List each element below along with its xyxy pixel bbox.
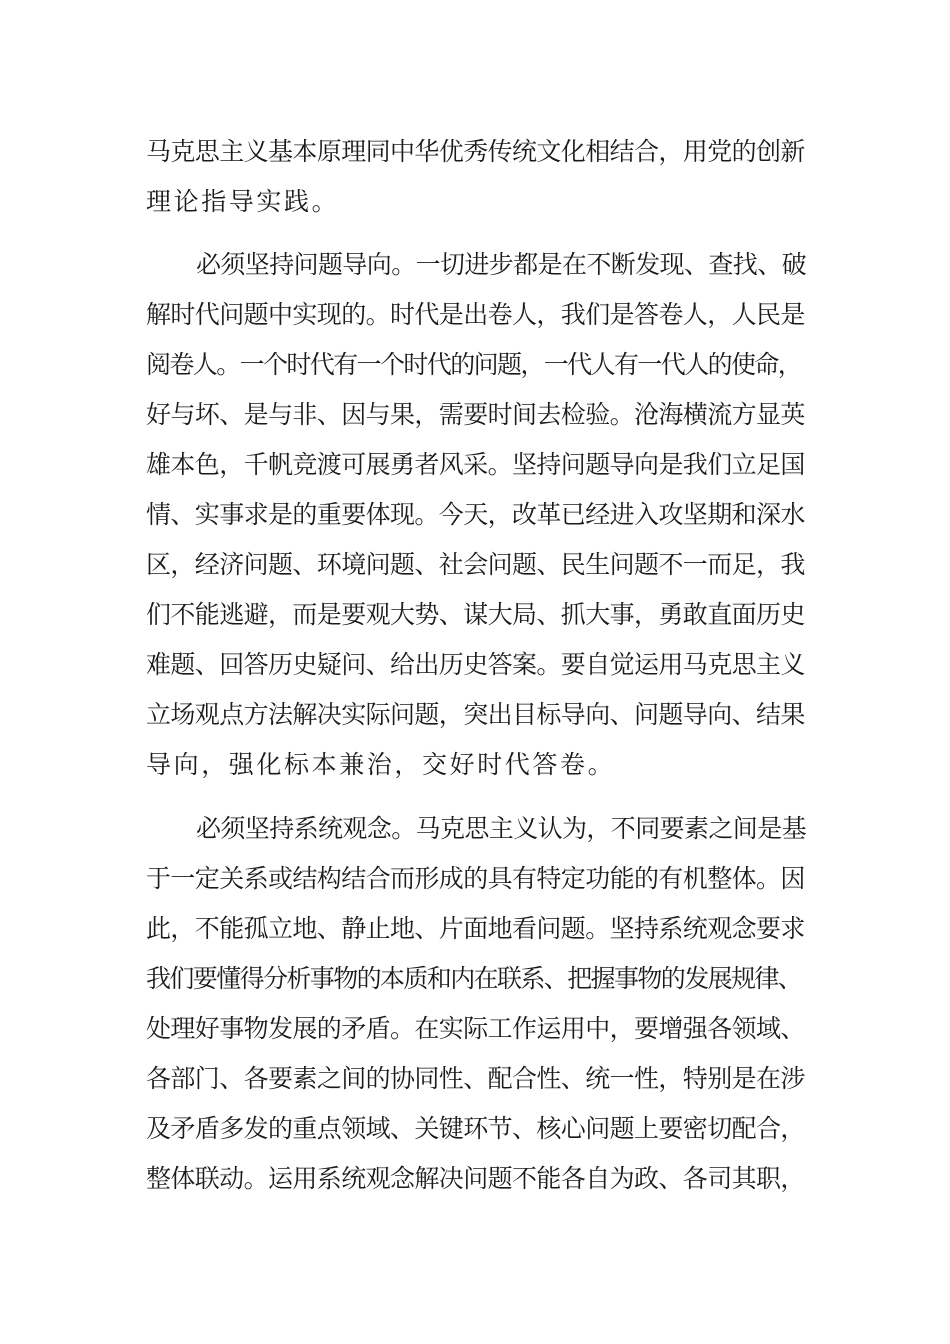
paragraph-2-line-9: 难题、回答历史疑问、给出历史答案。要自觉运用马克思主义 bbox=[146, 650, 805, 679]
paragraph-2-line-8: 们不能逃避，而是要观大势、谋大局、抓大事，勇敢直面历史 bbox=[146, 600, 805, 629]
paragraph-2-line-3: 阅卷人。一个时代有一个时代的问题，一代人有一代人的使命， bbox=[146, 350, 802, 379]
paragraph-1-line-2: 理论指导实践。 bbox=[146, 187, 340, 216]
paragraph-2-line-2: 解时代问题中实现的。时代是出卷人，我们是答卷人，人民是 bbox=[146, 300, 805, 329]
paragraph-3-line-3: 此，不能孤立地、静止地、片面地看问题。坚持系统观念要求 bbox=[146, 914, 805, 943]
paragraph-3-line-7: 及矛盾多发的重点领域、关键环节、核心问题上要密切配合， bbox=[146, 1114, 805, 1143]
paragraph-1-line-1: 马克思主义基本原理同中华优秀传统文化相结合，用党的创新 bbox=[146, 137, 805, 166]
paragraph-3-line-1: 必须坚持系统观念。马克思主义认为，不同要素之间是基 bbox=[196, 814, 807, 843]
paragraph-2-line-10: 立场观点方法解决实际问题，突出目标导向、问题导向、结果 bbox=[146, 700, 805, 729]
paragraph-2-line-1: 必须坚持问题导向。一切进步都是在不断发现、查找、破 bbox=[196, 250, 807, 279]
paragraph-3-line-4: 我们要懂得分析事物的本质和内在联系、把握事物的发展规律、 bbox=[146, 964, 802, 993]
paragraph-2-line-11: 导向，强化标本兼治，交好时代答卷。 bbox=[146, 750, 616, 779]
paragraph-3-line-8: 整体联动。运用系统观念解决问题不能各自为政、各司其职， bbox=[146, 1164, 805, 1193]
paragraph-3-line-5: 处理好事物发展的矛盾。在实际工作运用中，要增强各领域、 bbox=[146, 1014, 805, 1043]
paragraph-2-line-7: 区，经济问题、环境问题、社会问题、民生问题不一而足，我 bbox=[146, 550, 805, 579]
paragraph-3-line-2: 于一定关系或结构结合而形成的具有特定功能的有机整体。因 bbox=[146, 864, 805, 893]
paragraph-2-line-5: 雄本色，千帆竞渡可展勇者风采。坚持问题导向是我们立足国 bbox=[146, 450, 805, 479]
paragraph-2-line-4: 好与坏、是与非、因与果，需要时间去检验。沧海横流方显英 bbox=[146, 400, 805, 429]
paragraph-2-line-6: 情、实事求是的重要体现。今天，改革已经进入攻坚期和深水 bbox=[146, 500, 805, 529]
paragraph-3-line-6: 各部门、各要素之间的协同性、配合性、统一性，特别是在涉 bbox=[146, 1064, 805, 1093]
